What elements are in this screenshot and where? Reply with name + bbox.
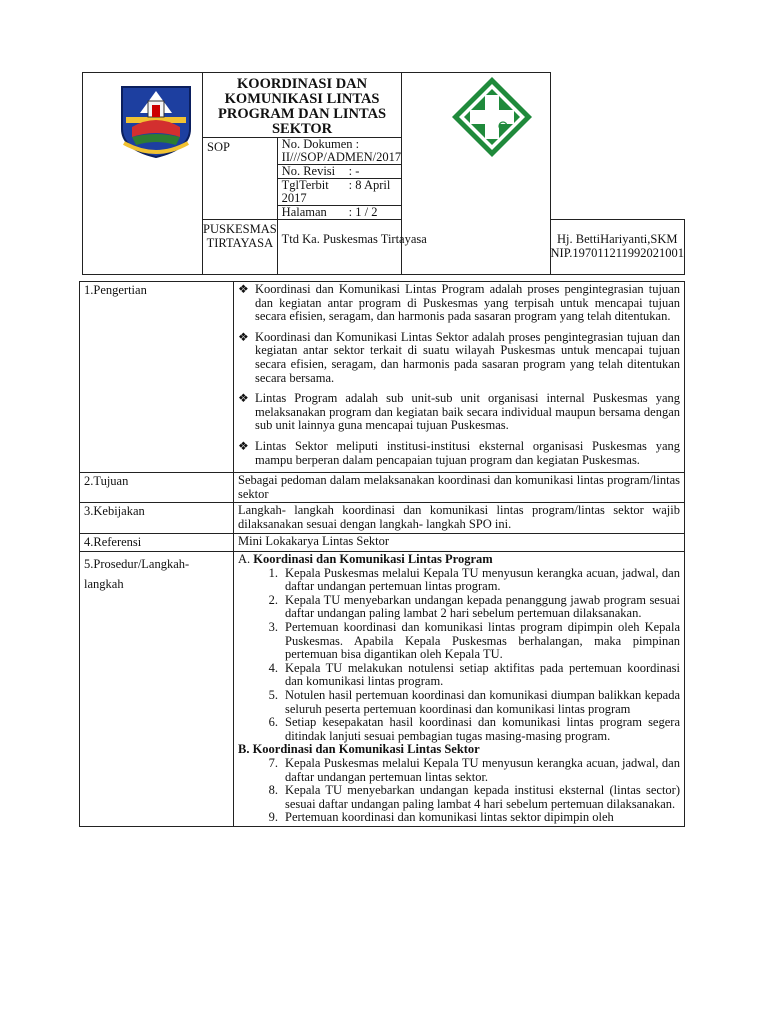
revision-value: : - (348, 164, 360, 178)
list-item (238, 331, 680, 385)
diamond-bullet-icon: ❖ (238, 438, 249, 453)
list-item (238, 811, 680, 825)
row-referensi (80, 533, 685, 552)
label-prosedur-line-2: langkah (84, 577, 124, 592)
content-prosedur (234, 552, 685, 827)
step-text: Kepala TU menyebarkan undangan kepada penanggung jawab program sesuai daftar undangan paling lambat 2 hari sebelum pertemuan dilaksanakan. (285, 592, 680, 621)
list-item (238, 784, 680, 811)
row-tujuan (80, 473, 685, 503)
step-number: 3. (268, 620, 278, 635)
content-kebijakan: Langkah- langkah koordinasi dan komunikasi lintas program/lintas sektor wajib dilaksanakan sesuai dengan langkah- langkah SPO ini. (234, 503, 685, 533)
sop-content-table (79, 281, 685, 827)
step-text: Kepala TU melakukan notulensi setiap aktifitas pada pertemuan koordinasi dan komunikasi lintas program. (285, 660, 680, 689)
org-line-2: TIRTAYASA (206, 236, 274, 250)
step-number: 5. (268, 688, 278, 703)
page-row (277, 206, 401, 220)
section-a-title: Koordinasi dan Komunikasi Lintas Program (253, 552, 493, 567)
content-pengertian (234, 282, 685, 473)
bullet-text: Lintas Sektor meliputi institusi-institusi eksternal organisasi Puskesmas yang mampu berperan dalam pencapaian tujuan program dan kegiatan Puskesmas. (255, 438, 680, 467)
step-text: Notulen hasil pertemuan koordinasi dan komunikasi diumpan balikkan kepada seluruh peserta pertemuan koordinasi dan komunikasi lintas program (285, 688, 680, 716)
section-a-steps (238, 567, 680, 744)
list-item (238, 662, 680, 689)
list-item (238, 621, 680, 662)
section-b-steps (238, 757, 680, 825)
list-item (238, 567, 680, 594)
issued-value: : 8 April 2017 (281, 178, 391, 205)
revision-row (277, 165, 401, 179)
step-text: Kepala TU menyebarkan undangan kepada institusi eksternal (lintas sector) sesuai daftar undangan paling lambat 4 hari sebelum pertemuan dilaksanakan. (285, 783, 680, 811)
label-kebijakan: 3.Kebijakan (80, 503, 234, 533)
list-item (238, 689, 680, 716)
row-prosedur (80, 552, 685, 827)
revision-label: No. Revisi (281, 164, 336, 178)
step-number: 8. (268, 783, 278, 798)
diamond-bullet-icon: ❖ (238, 329, 249, 344)
label-referensi: 4.Referensi (80, 533, 234, 552)
document-title: KOORDINASI DAN KOMUNIKASI LINTAS PROGRAM DAN LINTAS SEKTOR (203, 73, 402, 138)
step-text: Pertemuan koordinasi dan komunikasi lintas program dipimpin oleh Kepala Puskesmas. Apabila Kepala Puskesmas berhalangan, maka pimpinan pertemuan bisa digantikan oleh Kepala TU. (285, 620, 680, 662)
issued-row (277, 179, 401, 206)
list-item (238, 392, 680, 433)
list-item (238, 283, 680, 324)
signer-block (550, 220, 684, 275)
page-value: : 1 / 2 (348, 205, 378, 219)
bullet-text: Lintas Program adalah sub unit-sub unit organisasi internal Puskesmas yang melaksanakan program dan kegiatan baik secara individual maupun bersama dengan sub unit lainnya guna mencapai tujuan Puskesmas. (255, 391, 680, 433)
list-item (238, 594, 680, 621)
doc-number-label: No. Dokumen : (281, 137, 360, 151)
step-text: Kepala Puskesmas melalui Kepala TU menyusun kerangka acuan, jadwal, dan daftar undangan pertemuan lintas program. (285, 565, 680, 594)
sop-label: SOP (203, 138, 278, 220)
signer-nip: NIP.197011211992021001 (550, 246, 684, 260)
section-b-heading: B. Koordinasi dan Komunikasi Lintas Sektor (238, 742, 480, 757)
step-text: Kepala Puskesmas melalui Kepala TU menyusun kerangka acuan, jadwal, dan daftar undangan pertemuan lintas sektor. (285, 756, 680, 784)
step-number: 7. (268, 756, 278, 770)
organization-name (203, 220, 278, 275)
step-number: 9. (268, 810, 278, 825)
diamond-bullet-icon: ❖ (238, 391, 249, 406)
section-a-heading (238, 553, 680, 567)
right-logo-cell (402, 73, 550, 275)
label-pengertian: 1.Pengertian (80, 282, 234, 473)
puskesmas-cross-icon (450, 75, 534, 159)
signature-title: Ttd Ka. Puskesmas Tirtayasa (277, 220, 550, 275)
step-number: 1. (268, 565, 278, 580)
step-number: 2. (268, 592, 278, 607)
issued-label: TglTerbit (281, 178, 329, 192)
section-a-prefix: A. (238, 552, 251, 567)
label-prosedur (80, 552, 234, 827)
step-text: Pertemuan koordinasi dan komunikasi lintas sektor dipimpin oleh (285, 810, 614, 825)
content-referensi: Mini Lokakarya Lintas Sektor (234, 533, 685, 552)
step-text: Setiap kesepakatan hasil koordinasi dan komunikasi lintas program segera ditindak lanjuti sesuai pembagian tugas masing-masing program. (285, 715, 680, 743)
content-tujuan: Sebagai pedoman dalam melaksanakan koordinasi dan komunikasi lintas program/lintas sektor (234, 473, 685, 503)
bullet-text: Koordinasi dan Komunikasi Lintas Program adalah proses pengintegrasian tujuan dan kegiatan antar program di Puskesmas yang terpisah untuk mencapai tujuan secara efisien, seragam, dan harmonis pada sasaran program yang telah ditentukan. (255, 282, 680, 324)
list-item (238, 440, 680, 467)
regional-emblem-icon (118, 83, 194, 159)
org-line-1: PUSKESMAS (203, 222, 277, 236)
label-prosedur-line-1: 5.Prosedur/Langkah- (84, 557, 190, 572)
signer-name: Hj. BettiHariyanti,SKM (557, 232, 678, 246)
label-tujuan: 2.Tujuan (80, 473, 234, 503)
diamond-bullet-icon: ❖ (238, 282, 249, 296)
step-number: 4. (268, 660, 278, 675)
row-kebijakan (80, 503, 685, 533)
bullet-text: Koordinasi dan Komunikasi Lintas Sektor adalah proses pengintegrasian tujuan dan kegiatan antar sektor terkait di suatu wilayah Puskesmas untuk mencapai tujuan secara efisien, seragam, dan harmonis pada sasaran program yang telah ditentukan secara bersama. (255, 329, 680, 385)
list-item (238, 716, 680, 743)
doc-number-value: II///SOP/ADMEN/2017 (281, 150, 402, 164)
doc-number (277, 138, 401, 165)
step-number: 6. (268, 715, 278, 730)
page-label: Halaman (281, 205, 327, 219)
sop-header-table (82, 72, 685, 275)
list-item (238, 757, 680, 784)
left-logo-cell (83, 73, 203, 275)
row-pengertian (80, 282, 685, 473)
